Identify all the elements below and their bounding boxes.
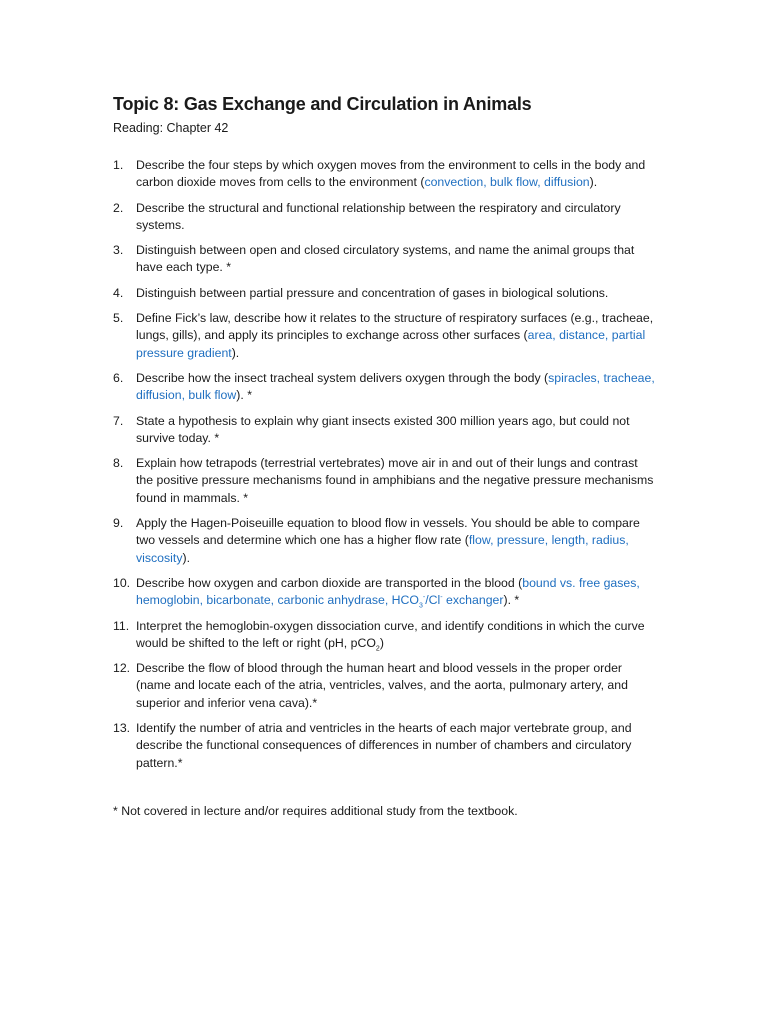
objectives-list xyxy=(113,157,658,780)
list-item xyxy=(113,455,658,507)
list-item xyxy=(113,200,658,235)
list-item xyxy=(113,575,658,610)
item-number: 4. xyxy=(113,285,124,300)
item-text: Identify the number of atria and ventricles in the hearts of each major vertebrate group, and describe the functional consequences of differences in number of chambers and circulatory pattern.* xyxy=(136,721,632,770)
item-number: 10. xyxy=(113,575,131,590)
item-text: Describe how oxygen and carbon dioxide are transported in the blood ( xyxy=(136,575,523,590)
item-text: Describe the structural and functional relationship between the respiratory and circulatory systems. xyxy=(136,200,621,232)
item-number: 12. xyxy=(113,661,131,676)
item-text: State a hypothesis to explain why giant insects existed 300 million years ago, but could not survive today. * xyxy=(136,413,630,445)
item-text: Distinguish between open and closed circulatory systems, and name the animal groups that have each type. * xyxy=(136,243,635,275)
subscript: 2 xyxy=(375,645,380,653)
item-text-tail: ). * xyxy=(503,593,520,608)
item-text-tail: ). xyxy=(231,345,240,360)
item-text: Describe how the insect tracheal system delivers oxygen through the body ( xyxy=(136,370,549,385)
item-text: Describe the four steps by which oxygen moves from the environment to cells in the body and carbon dioxide moves from cells to the environment ( xyxy=(136,158,646,190)
item-text-tail: ). xyxy=(182,550,190,565)
reading-assignment: Reading: Chapter 42 xyxy=(113,121,229,135)
superscript: - xyxy=(422,594,426,602)
subscript: 3 xyxy=(419,602,423,610)
item-keywords: convection, bulk flow, diffusion xyxy=(424,175,590,190)
item-text: Explain how tetrapods (terrestrial vertebrates) move air in and out of their lungs and contrast the positive pressure mechanisms found in amphibians and the negative pressure mechanisms found in mammals. * xyxy=(136,456,654,505)
item-keywords: area, distance, partial pressure gradient xyxy=(136,328,646,360)
item-number: 5. xyxy=(113,311,124,326)
page-title: Topic 8: Gas Exchange and Circulation in Animals xyxy=(113,94,532,114)
item-number: 1. xyxy=(113,158,124,172)
item-number: 9. xyxy=(113,516,124,531)
item-number: 3. xyxy=(113,243,124,258)
list-item xyxy=(113,660,658,712)
keywords-part: bound vs. free gases, hemoglobin, bicarbonate, carbonic anhydrase, HCO xyxy=(136,575,640,608)
item-number: 2. xyxy=(113,200,124,215)
footnote: * Not covered in lecture and/or requires additional study from the textbook. xyxy=(113,804,518,818)
superscript: - xyxy=(440,594,443,602)
item-number: 6. xyxy=(113,370,124,385)
list-item xyxy=(113,285,658,302)
list-item xyxy=(113,413,658,448)
keywords-part: /Cl xyxy=(425,593,441,608)
item-text: Apply the Hagen-Poiseuille equation to blood flow in vessels. You should be able to compare two vessels and determine which one has a higher flow rate ( xyxy=(136,516,640,548)
list-item xyxy=(113,157,658,192)
item-number: 8. xyxy=(113,456,124,471)
list-item xyxy=(113,370,658,405)
item-text-tail: ) xyxy=(379,635,384,650)
list-item xyxy=(113,720,658,772)
list-item xyxy=(113,242,658,277)
item-text: Define Fick’s law, describe how it relates to the structure of respiratory surfaces (e.g., tracheae, lungs, gills), and apply its principles to exchange across other surfaces ( xyxy=(136,311,654,343)
item-number: 11. xyxy=(113,618,130,633)
list-item xyxy=(113,310,658,362)
item-text: Distinguish between partial pressure and concentration of gases in biological solutions. xyxy=(136,285,609,300)
list-item xyxy=(113,618,658,653)
keywords-part: exchanger xyxy=(442,593,504,608)
item-text-tail: ). * xyxy=(236,388,252,403)
list-item xyxy=(113,515,658,567)
item-number: 13. xyxy=(113,721,131,736)
item-text-tail: ). xyxy=(589,175,598,190)
item-text: Describe the flow of blood through the human heart and blood vessels in the proper order (name and locate each of the atria, ventricles, valves, and the aorta, pulmonary artery, and superior and inferior vena cava).* xyxy=(136,661,628,710)
item-keywords: spiracles, tracheae, diffusion, bulk flow xyxy=(136,370,655,403)
item-number: 7. xyxy=(113,413,124,428)
item-text: Interpret the hemoglobin-oxygen dissociation curve, and identify conditions in which the curve would be shifted to the left or right (pH, pCO xyxy=(136,618,645,650)
item-keywords: flow, pressure, length, radius, viscosity xyxy=(136,533,629,565)
